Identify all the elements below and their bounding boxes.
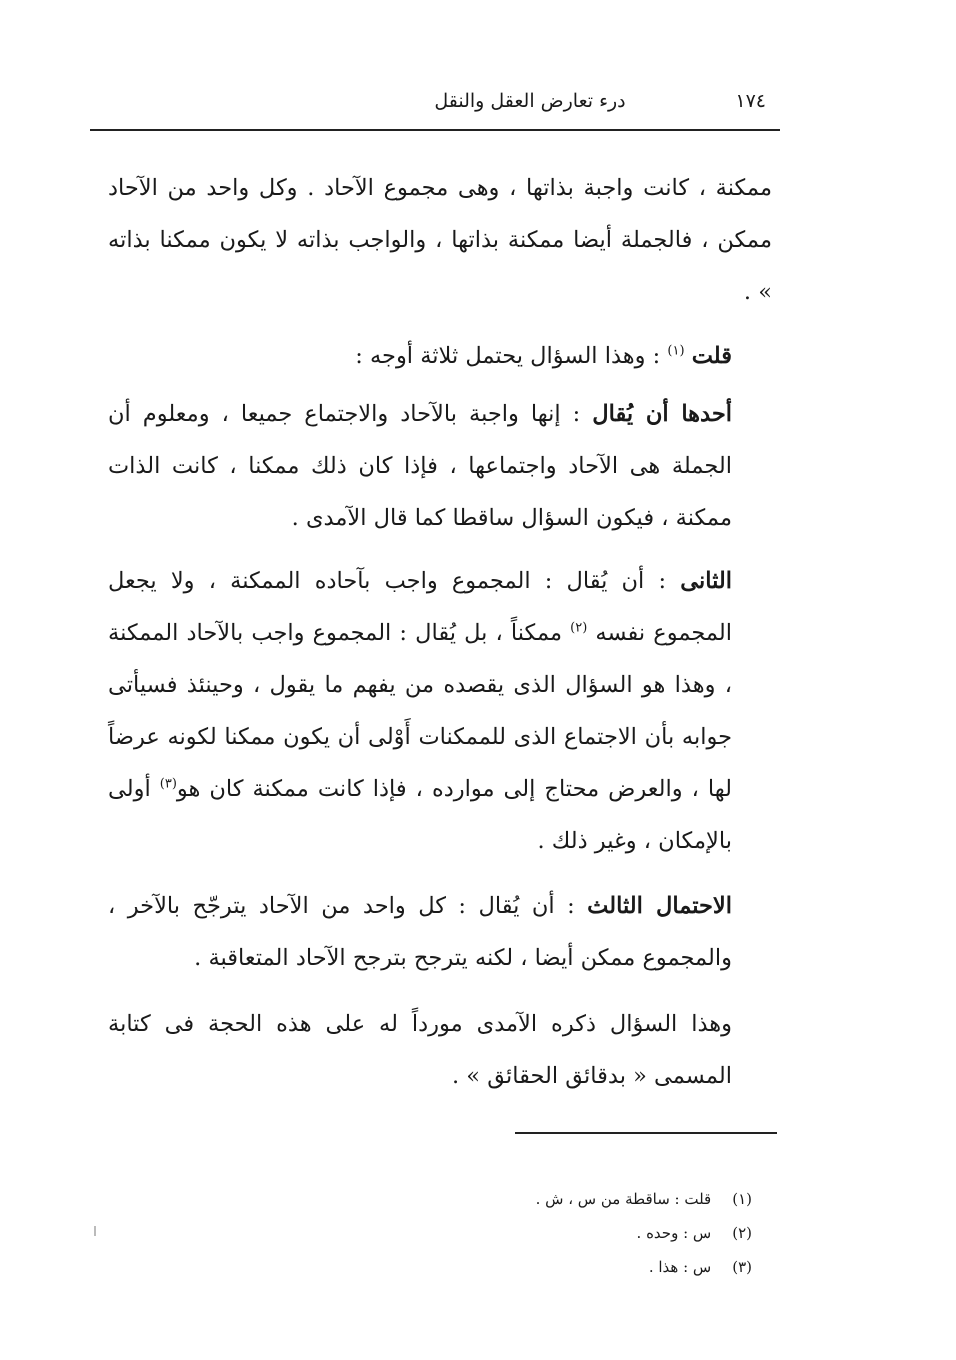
page-header	[90, 88, 780, 124]
header-rule	[90, 129, 780, 131]
footnote-ref-2: (٢)	[570, 620, 588, 636]
footnote-1	[300, 1182, 752, 1216]
footnote-3	[300, 1250, 752, 1284]
footnote-text: س : وحده .	[636, 1224, 712, 1242]
footnote-ref-3: (٣)	[159, 776, 177, 792]
footnotes	[300, 1182, 752, 1284]
footnote-text: قلت : ساقطة من س ، ش .	[535, 1190, 712, 1208]
paragraph-5-text: : أن يُقال : كل واحد من الآحاد يترجّح بالآخر ، والمجموع ممكن أيضا ، لكنه يترجح بترجح الآحاد المتعاقبة .	[108, 893, 732, 971]
paragraph-6	[108, 998, 772, 1102]
paragraph-2-keyword: قلت	[691, 343, 732, 369]
paragraph-2-text: : وهذا السؤال يحتمل ثلاثة أوجه :	[355, 343, 661, 369]
paragraph-1	[108, 162, 772, 318]
footnote-number: (٢)	[732, 1224, 752, 1242]
footnote-ref-1: (١)	[667, 343, 685, 359]
running-title: درء تعارض العقل والنقل	[434, 90, 626, 112]
footnote-2	[300, 1216, 752, 1250]
paragraph-4-text-b: ممكناً ، بل يُقال : المجموع واجب بالآحاد الممكنة ، وهذا هو السؤال الذى يقصده من يفهم ما يقول ، وحينئذ فسيأتى جوابه بأن الاجتماع الذى للممكنات أَوْلى أن يكون ممكنا لكونه عرضاً لها ، والعرض محتاج إلى موارده ، فإذا كانت ممكنة كان هو	[108, 620, 732, 802]
footnote-text: س : هذا .	[648, 1258, 712, 1276]
page-number: ١٧٤	[735, 90, 766, 112]
paragraph-3-keyword: أحدها أن يُقال	[592, 401, 733, 427]
paragraph-2	[108, 330, 772, 382]
paragraph-5-keyword: الاحتمال الثالث	[587, 893, 732, 919]
paragraph-6-text: وهذا السؤال ذكره الآمدى مورداً له على هذه الحجة فى كتابة المسمى « بدقائق الحقائق » .	[108, 1011, 732, 1089]
paragraph-3	[108, 388, 772, 544]
paragraph-4-text-c: أولى بالإمكان ، وغير ذلك .	[108, 776, 732, 854]
footnote-number: (١)	[732, 1190, 752, 1208]
paragraph-3-text: : إنها واجبة بالآحاد والاجتماع جميعا ، ومعلوم أن الجملة هى الآحاد واجتماعها ، فإذا كان ذلك ممكنا ، كانت الذات ممكنة ، فيكون السؤال ساقطا كما قال الآمدى .	[108, 401, 732, 531]
footnote-number: (٣)	[732, 1258, 752, 1276]
paragraph-4-text-a: : أن يُقال : المجموع واجب بآحاده الممكنة ، ولا يجعل المجموع نفسه	[108, 568, 732, 646]
paragraph-5	[108, 880, 772, 984]
paragraph-4	[108, 555, 772, 867]
paragraph-4-keyword: الثانى	[680, 568, 732, 594]
footnote-rule	[515, 1132, 777, 1134]
paragraph-1-text: ممكنة ، كانت واجبة بذاتها ، وهى مجموع الآحاد . وكل واحد من الآحاد ممكن ، فالجملة أيضا ممكنة بذاتها ، والواجب بذاته لا يكون ممكنا بذاته » .	[108, 175, 772, 305]
scan-speck	[94, 1226, 96, 1236]
